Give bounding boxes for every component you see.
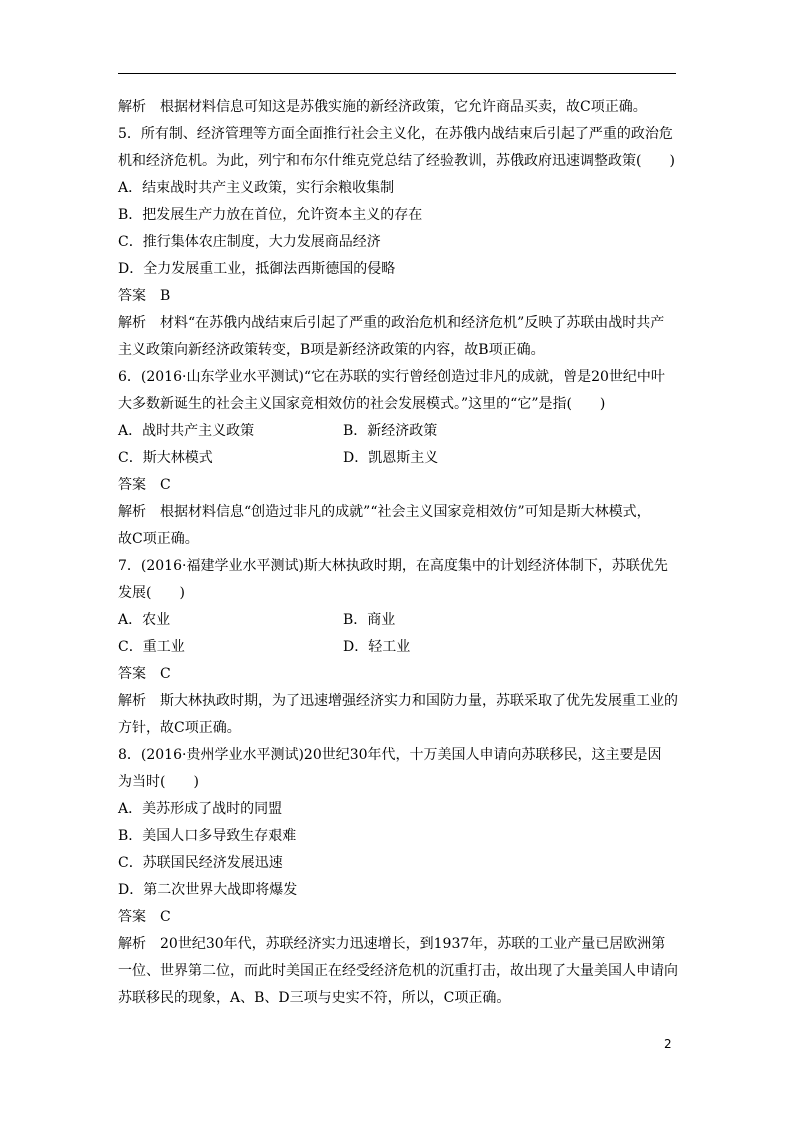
text-line: 方针，故C项正确。 (118, 720, 241, 736)
q6-option-a: A．战时共产主义政策 (118, 423, 255, 439)
text-line: D．全力发展重工业，抵御法西斯德国的侵略 (118, 261, 396, 277)
document-body (118, 94, 678, 1012)
q6-option-c: C．斯大林模式 (118, 450, 213, 466)
text-line: 主义政策向新经济政策转变，B项是新经济政策的内容，故B项正确。 (118, 342, 545, 358)
q7-option-row (118, 634, 678, 661)
q7-option-row (118, 607, 678, 634)
text-line: 答案 C (118, 477, 171, 493)
text-line: 解析 根据材料信息可知这是苏俄实施的新经济政策，它允许商品买卖，故C项正确。 (118, 99, 647, 115)
text-line: 苏联移民的现象，A、B、D三项与史实不符，所以，C项正确。 (118, 990, 511, 1006)
text-line: 7．(2016·福建学业水平测试)斯大林执政时期，在高度集中的计划经济体制下，苏联优先 (118, 558, 668, 574)
text-line: 发展( ) (118, 585, 185, 601)
text-line: 解析 20世纪30年代，苏联经济实力迅速增长，到1937年，苏联的工业产量已居欧洲第 (118, 936, 666, 952)
text-line: 答案 C (118, 666, 171, 682)
header-rule (118, 73, 676, 74)
text-line: 机和经济危机。为此，列宁和布尔什维克党总结了经验教训，苏俄政府迅速调整政策( ) (118, 153, 675, 169)
text-line: 解析 斯大林执政时期，为了迅速增强经济实力和国防力量，苏联采取了优先发展重工业的 (118, 693, 678, 709)
q6-option-d: D．凯恩斯主义 (343, 450, 439, 466)
text-line: 5．所有制、经济管理等方面全面推行社会主义化，在苏俄内战结束后引起了严重的政治危 (118, 126, 673, 142)
text-line: C．推行集体农庄制度，大力发展商品经济 (118, 234, 381, 250)
text-line: 解析 根据材料信息“创造过非凡的成就”“社会主义国家竞相效仿”可知是斯大林模式， (118, 504, 651, 520)
q7-option-d: D．轻工业 (343, 639, 411, 655)
text-line: A．美苏形成了战时的同盟 (118, 801, 283, 817)
text-line: 故C项正确。 (118, 531, 199, 547)
text-line: A．结束战时共产主义政策，实行余粮收集制 (118, 180, 395, 196)
text-line: 答案 C (118, 909, 171, 925)
q7-option-c: C．重工业 (118, 639, 185, 655)
text-line: C．苏联国民经济发展迅速 (118, 855, 283, 871)
text-line: 解析 材料“在苏俄内战结束后引起了严重的政治危机和经济危机”反映了苏联由战时共产 (118, 315, 665, 331)
q6-option-row (118, 418, 678, 445)
q7-option-b: B．商业 (343, 612, 396, 628)
text-line: 答案 B (118, 288, 171, 304)
text-line: 6．(2016·山东学业水平测试)“它在苏联的实行曾经创造过非凡的成就，曾是20世纪中叶 (118, 369, 665, 385)
text-line: 为当时( ) (118, 774, 199, 790)
q6-option-b: B．新经济政策 (343, 423, 438, 439)
q6-option-row (118, 445, 678, 472)
text-line: 大多数新诞生的社会主义国家竞相效仿的社会发展模式。”这里的“它”是指( ) (118, 396, 606, 412)
text-line: 8．(2016·贵州学业水平测试)20世纪30年代，十万美国人申请向苏联移民，这主要是因 (118, 747, 662, 763)
text-line: D．第二次世界大战即将爆发 (118, 882, 298, 898)
page-number: 2 (664, 1037, 672, 1051)
text-line: 一位、世界第二位，而此时美国正在经受经济危机的沉重打击，故出现了大量美国人申请向 (118, 963, 678, 979)
q7-option-a: A．农业 (118, 612, 171, 628)
text-line: B．美国人口多导致生存艰难 (118, 828, 297, 844)
text-line: B．把发展生产力放在首位，允许资本主义的存在 (118, 207, 423, 223)
